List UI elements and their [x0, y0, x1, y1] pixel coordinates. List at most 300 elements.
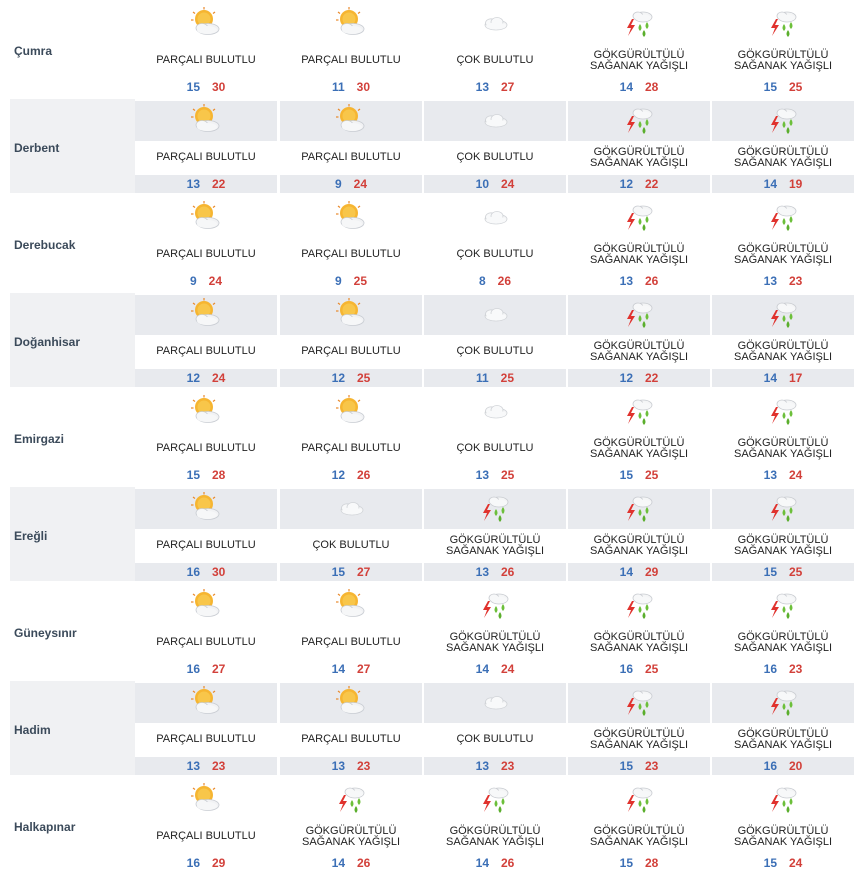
- city-name[interactable]: Hadim: [14, 723, 51, 737]
- day-forecast-cell: [568, 196, 710, 290]
- max-temperature: 30: [356, 80, 371, 94]
- max-temperature: 23: [645, 759, 659, 773]
- condition-band: [712, 44, 854, 77]
- min-temperature: 14: [763, 371, 777, 385]
- condition-label: GÖKGÜRÜLTÜLÜ SAĞANAK YAĞIŞLI: [733, 630, 833, 654]
- temperature-band: [424, 369, 566, 387]
- condition-label: PARÇALI BULUTLU: [301, 248, 401, 260]
- forecast-row: [10, 99, 855, 193]
- condition-band: [424, 820, 566, 853]
- temperature-range: [135, 80, 277, 94]
- condition-band: [712, 820, 854, 853]
- temperature-range: [280, 468, 422, 482]
- condition-label: GÖKGÜRÜLTÜLÜ SAĞANAK YAĞIŞLI: [733, 242, 833, 266]
- min-temperature: 15: [763, 80, 777, 94]
- min-temperature: 12: [186, 371, 200, 385]
- temperature-range: [280, 662, 422, 676]
- city-name[interactable]: Halkapınar: [14, 820, 76, 834]
- city-name[interactable]: Çumra: [14, 44, 53, 58]
- icon-band: [568, 780, 710, 820]
- city-name[interactable]: Doğanhisar: [14, 335, 81, 349]
- icon-band: [135, 198, 277, 238]
- max-temperature: 17: [789, 371, 803, 385]
- day-forecast-cell: [135, 584, 277, 678]
- condition-label: PARÇALI BULUTLU: [156, 248, 256, 260]
- temperature-range: [712, 80, 854, 94]
- min-temperature: 16: [619, 662, 633, 676]
- day-forecast-cell: [568, 2, 710, 96]
- temperature-band: [568, 369, 710, 387]
- day-forecast-cell: [712, 778, 854, 872]
- max-temperature: 27: [357, 565, 371, 579]
- max-temperature: 23: [789, 662, 803, 676]
- thunderstorm-rain-icon: [623, 395, 655, 427]
- temperature-band: [424, 78, 566, 96]
- condition-label: PARÇALI BULUTLU: [156, 830, 256, 842]
- max-temperature: 25: [645, 468, 659, 482]
- temperature-band: [712, 757, 854, 775]
- max-temperature: 24: [501, 177, 515, 191]
- condition-label: GÖKGÜRÜLTÜLÜ SAĞANAK YAĞIŞLI: [733, 145, 833, 169]
- max-temperature: 30: [212, 80, 226, 94]
- temperature-band: [712, 563, 854, 581]
- day-forecast-cell: [424, 293, 566, 387]
- partly-cloudy-icon: [335, 589, 367, 621]
- condition-text: [135, 44, 277, 77]
- min-temperature: 12: [331, 371, 345, 385]
- condition-text: [280, 820, 422, 853]
- condition-band: [424, 432, 566, 465]
- min-temperature: 15: [763, 565, 777, 579]
- icon-band: [280, 198, 422, 238]
- condition-label: ÇOK BULUTLU: [456, 54, 534, 66]
- icon-band: [424, 4, 566, 44]
- temperature-range: [712, 565, 854, 579]
- temperature-range: [135, 565, 277, 579]
- condition-text: [135, 529, 277, 562]
- condition-band: [712, 238, 854, 271]
- temperature-range: [135, 371, 277, 385]
- max-temperature: 26: [357, 468, 371, 482]
- min-temperature: 10: [475, 177, 489, 191]
- condition-band: [280, 238, 422, 271]
- condition-text: [280, 141, 422, 174]
- min-temperature: 13: [475, 468, 489, 482]
- temperature-band: [135, 466, 277, 484]
- min-temperature: 15: [331, 565, 345, 579]
- condition-text: [712, 626, 854, 659]
- partly-cloudy-icon: [190, 686, 222, 718]
- condition-text: [712, 141, 854, 174]
- icon-band: [568, 4, 710, 44]
- condition-label: GÖKGÜRÜLTÜLÜ SAĞANAK YAĞIŞLI: [733, 339, 833, 363]
- temperature-range: [712, 371, 854, 385]
- max-temperature: 28: [212, 468, 226, 482]
- max-temperature: 25: [357, 371, 371, 385]
- condition-band: [424, 44, 566, 77]
- condition-text: [135, 238, 277, 271]
- day-forecast-cell: [424, 196, 566, 290]
- forecast-row: [10, 681, 855, 775]
- condition-band: [568, 626, 710, 659]
- temperature-range: [135, 759, 277, 773]
- condition-label: PARÇALI BULUTLU: [156, 345, 256, 357]
- partly-cloudy-icon: [190, 7, 222, 39]
- icon-band: [424, 780, 566, 820]
- temperature-range: [568, 80, 710, 94]
- min-temperature: 15: [186, 468, 200, 482]
- min-temperature: 14: [763, 177, 777, 191]
- partly-cloudy-icon: [335, 686, 367, 718]
- max-temperature: 22: [645, 371, 659, 385]
- icon-band: [424, 295, 566, 335]
- icon-band: [424, 683, 566, 723]
- temperature-band: [568, 272, 710, 290]
- day-forecast-cell: [568, 99, 710, 193]
- day-forecast-cell: [280, 99, 422, 193]
- condition-text: [424, 141, 566, 174]
- condition-text: [424, 44, 566, 77]
- icon-band: [568, 489, 710, 529]
- min-temperature: 14: [331, 662, 345, 676]
- condition-band: [424, 141, 566, 174]
- icon-band: [135, 295, 277, 335]
- day-forecast-cell: [712, 2, 854, 96]
- temperature-band: [424, 854, 566, 872]
- temperature-band: [712, 272, 854, 290]
- condition-band: [280, 141, 422, 174]
- partly-cloudy-icon: [335, 298, 367, 330]
- icon-band: [712, 683, 854, 723]
- temperature-band: [712, 466, 854, 484]
- day-forecast-cell: [568, 681, 710, 775]
- condition-label: PARÇALI BULUTLU: [156, 539, 256, 551]
- temperature-band: [135, 272, 277, 290]
- max-temperature: 25: [500, 371, 515, 385]
- temperature-range: [424, 177, 566, 191]
- min-temperature: 14: [619, 565, 633, 579]
- condition-band: [424, 529, 566, 562]
- condition-text: [568, 820, 710, 853]
- day-forecast-cell: [568, 584, 710, 678]
- max-temperature: 24: [501, 662, 515, 676]
- temperature-band: [280, 466, 422, 484]
- city-name[interactable]: Derebucak: [14, 238, 76, 252]
- condition-band: [135, 44, 277, 77]
- temperature-band: [568, 466, 710, 484]
- temperature-band: [135, 660, 277, 678]
- day-forecast-cell: [712, 99, 854, 193]
- day-forecast-cell: [424, 99, 566, 193]
- condition-label: PARÇALI BULUTLU: [301, 54, 401, 66]
- temperature-range: [568, 662, 710, 676]
- condition-band: [568, 335, 710, 368]
- condition-text: [280, 529, 422, 562]
- temperature-range: [280, 80, 422, 94]
- condition-label: ÇOK BULUTLU: [456, 733, 534, 745]
- condition-label: GÖKGÜRÜLTÜLÜ SAĞANAK YAĞIŞLI: [733, 48, 833, 72]
- min-temperature: 13: [186, 759, 200, 773]
- city-name[interactable]: Derbent: [14, 141, 60, 155]
- min-temperature: 13: [619, 274, 633, 288]
- icon-band: [280, 780, 422, 820]
- temperature-band: [280, 660, 422, 678]
- condition-band: [135, 723, 277, 756]
- thunderstorm-rain-icon: [623, 686, 655, 718]
- condition-band: [712, 335, 854, 368]
- day-forecast-cell: [135, 390, 277, 484]
- condition-label: ÇOK BULUTLU: [456, 442, 534, 454]
- icon-band: [568, 198, 710, 238]
- condition-band: [424, 626, 566, 659]
- temperature-band: [135, 757, 277, 775]
- condition-band: [568, 44, 710, 77]
- city-name[interactable]: Ereğli: [14, 529, 48, 543]
- day-forecast-cell: [135, 293, 277, 387]
- condition-text: [135, 432, 277, 465]
- temperature-range: [424, 468, 566, 482]
- condition-label: GÖKGÜRÜLTÜLÜ SAĞANAK YAĞIŞLI: [733, 533, 833, 557]
- condition-text: [135, 820, 277, 853]
- icon-band: [135, 392, 277, 432]
- city-cell: [10, 196, 135, 290]
- day-forecast-cell: [712, 584, 854, 678]
- condition-band: [712, 141, 854, 174]
- max-temperature: 19: [789, 177, 803, 191]
- cloudy-icon: [479, 201, 511, 233]
- condition-text: [424, 238, 566, 271]
- max-temperature: 24: [789, 468, 803, 482]
- max-temperature: 24: [353, 177, 368, 191]
- condition-band: [568, 723, 710, 756]
- condition-label: GÖKGÜRÜLTÜLÜ SAĞANAK YAĞIŞLI: [445, 630, 545, 654]
- condition-band: [135, 529, 277, 562]
- min-temperature: 12: [331, 468, 345, 482]
- max-temperature: 25: [501, 468, 515, 482]
- forecast-row: [10, 584, 855, 678]
- day-forecast-cell: [280, 487, 422, 581]
- day-forecast-cell: [568, 390, 710, 484]
- condition-text: [424, 335, 566, 368]
- condition-text: [568, 44, 710, 77]
- temperature-band: [135, 78, 277, 96]
- icon-band: [280, 392, 422, 432]
- condition-band: [424, 238, 566, 271]
- condition-band: [280, 335, 422, 368]
- min-temperature: 15: [619, 759, 633, 773]
- city-name[interactable]: Emirgazi: [14, 432, 65, 446]
- condition-label: GÖKGÜRÜLTÜLÜ SAĞANAK YAĞIŞLI: [589, 630, 689, 654]
- temperature-range: [424, 759, 566, 773]
- min-temperature: 15: [619, 856, 633, 870]
- thunderstorm-rain-icon: [767, 492, 799, 524]
- temperature-range: [712, 662, 854, 676]
- cloudy-icon: [479, 104, 511, 136]
- city-cell: [10, 293, 135, 387]
- condition-band: [135, 626, 277, 659]
- day-forecast-cell: [280, 293, 422, 387]
- condition-label: GÖKGÜRÜLTÜLÜ SAĞANAK YAĞIŞLI: [589, 48, 689, 72]
- day-forecast-cell: [424, 390, 566, 484]
- condition-label: PARÇALI BULUTLU: [301, 636, 401, 648]
- city-cell: [10, 778, 135, 872]
- condition-text: [135, 335, 277, 368]
- thunderstorm-rain-icon: [767, 686, 799, 718]
- condition-text: [280, 335, 422, 368]
- temperature-band: [280, 175, 422, 193]
- city-cell: [10, 99, 135, 193]
- condition-label: PARÇALI BULUTLU: [301, 442, 401, 454]
- temperature-band: [568, 78, 710, 96]
- icon-band: [135, 780, 277, 820]
- thunderstorm-rain-icon: [623, 104, 655, 136]
- condition-text: [568, 141, 710, 174]
- condition-text: [568, 432, 710, 465]
- partly-cloudy-icon: [335, 7, 367, 39]
- city-cell: [10, 390, 135, 484]
- icon-band: [135, 683, 277, 723]
- temperature-band: [568, 854, 710, 872]
- city-name[interactable]: Güneysınır: [14, 626, 77, 640]
- min-temperature: 16: [186, 565, 200, 579]
- thunderstorm-rain-icon: [479, 783, 511, 815]
- condition-text: [280, 432, 422, 465]
- icon-band: [712, 392, 854, 432]
- condition-band: [280, 529, 422, 562]
- icon-band: [424, 392, 566, 432]
- icon-band: [280, 101, 422, 141]
- min-temperature: 15: [763, 856, 777, 870]
- thunderstorm-rain-icon: [335, 783, 367, 815]
- condition-text: [424, 529, 566, 562]
- temperature-range: [712, 274, 854, 288]
- temperature-range: [424, 565, 566, 579]
- max-temperature: 26: [357, 856, 371, 870]
- thunderstorm-rain-icon: [623, 7, 655, 39]
- max-temperature: 24: [208, 274, 223, 288]
- condition-label: GÖKGÜRÜLTÜLÜ SAĞANAK YAĞIŞLI: [445, 824, 545, 848]
- icon-band: [280, 4, 422, 44]
- min-temperature: 15: [619, 468, 633, 482]
- icon-band: [280, 586, 422, 626]
- temperature-range: [280, 565, 422, 579]
- day-forecast-cell: [568, 293, 710, 387]
- min-temperature: 13: [331, 759, 345, 773]
- city-cell: [10, 2, 135, 96]
- condition-text: [568, 626, 710, 659]
- temperature-band: [424, 272, 566, 290]
- forecast-row: [10, 196, 855, 290]
- min-temperature: 15: [186, 80, 200, 94]
- min-temperature: 13: [763, 468, 777, 482]
- max-temperature: 22: [212, 177, 226, 191]
- thunderstorm-rain-icon: [767, 783, 799, 815]
- icon-band: [568, 683, 710, 723]
- condition-band: [135, 432, 277, 465]
- temperature-band: [280, 369, 422, 387]
- condition-text: [568, 529, 710, 562]
- condition-text: [424, 820, 566, 853]
- cloudy-icon: [479, 298, 511, 330]
- condition-text: [135, 723, 277, 756]
- temperature-band: [712, 78, 854, 96]
- icon-band: [568, 101, 710, 141]
- condition-label: GÖKGÜRÜLTÜLÜ SAĞANAK YAĞIŞLI: [589, 436, 689, 460]
- partly-cloudy-icon: [190, 298, 222, 330]
- max-temperature: 26: [497, 274, 512, 288]
- temperature-range: [280, 177, 422, 191]
- max-temperature: 28: [645, 856, 659, 870]
- condition-label: ÇOK BULUTLU: [456, 345, 534, 357]
- condition-text: [280, 238, 422, 271]
- temperature-band: [135, 369, 277, 387]
- temperature-range: [135, 662, 277, 676]
- max-temperature: 24: [789, 856, 803, 870]
- condition-text: [712, 44, 854, 77]
- icon-band: [135, 489, 277, 529]
- min-temperature: 11: [475, 371, 489, 385]
- temperature-band: [280, 272, 422, 290]
- partly-cloudy-icon: [335, 395, 367, 427]
- thunderstorm-rain-icon: [767, 104, 799, 136]
- condition-band: [568, 238, 710, 271]
- icon-band: [280, 295, 422, 335]
- max-temperature: 28: [645, 80, 659, 94]
- max-temperature: 25: [789, 565, 803, 579]
- temperature-band: [424, 563, 566, 581]
- condition-text: [568, 723, 710, 756]
- day-forecast-cell: [424, 487, 566, 581]
- city-cell: [10, 681, 135, 775]
- condition-band: [135, 335, 277, 368]
- temperature-band: [424, 757, 566, 775]
- condition-text: [712, 238, 854, 271]
- day-forecast-cell: [135, 681, 277, 775]
- max-temperature: 29: [645, 565, 659, 579]
- temperature-range: [712, 468, 854, 482]
- thunderstorm-rain-icon: [767, 589, 799, 621]
- icon-band: [568, 392, 710, 432]
- condition-label: GÖKGÜRÜLTÜLÜ SAĞANAK YAĞIŞLI: [733, 727, 833, 751]
- min-temperature: 14: [475, 856, 489, 870]
- max-temperature: 30: [212, 565, 226, 579]
- condition-band: [424, 723, 566, 756]
- condition-text: [280, 626, 422, 659]
- temperature-band: [424, 466, 566, 484]
- icon-band: [712, 4, 854, 44]
- temperature-range: [568, 856, 710, 870]
- condition-label: PARÇALI BULUTLU: [156, 636, 256, 648]
- temperature-range: [135, 856, 277, 870]
- icon-band: [424, 489, 566, 529]
- condition-band: [568, 820, 710, 853]
- condition-band: [568, 141, 710, 174]
- min-temperature: 13: [475, 759, 489, 773]
- max-temperature: 24: [212, 371, 226, 385]
- condition-text: [712, 723, 854, 756]
- temperature-band: [135, 563, 277, 581]
- condition-band: [280, 432, 422, 465]
- min-temperature: 12: [619, 177, 633, 191]
- condition-label: PARÇALI BULUTLU: [156, 151, 256, 163]
- condition-band: [135, 238, 277, 271]
- thunderstorm-rain-icon: [479, 492, 511, 524]
- icon-band: [712, 295, 854, 335]
- condition-text: [135, 626, 277, 659]
- thunderstorm-rain-icon: [623, 298, 655, 330]
- temperature-band: [712, 369, 854, 387]
- temperature-range: [568, 759, 710, 773]
